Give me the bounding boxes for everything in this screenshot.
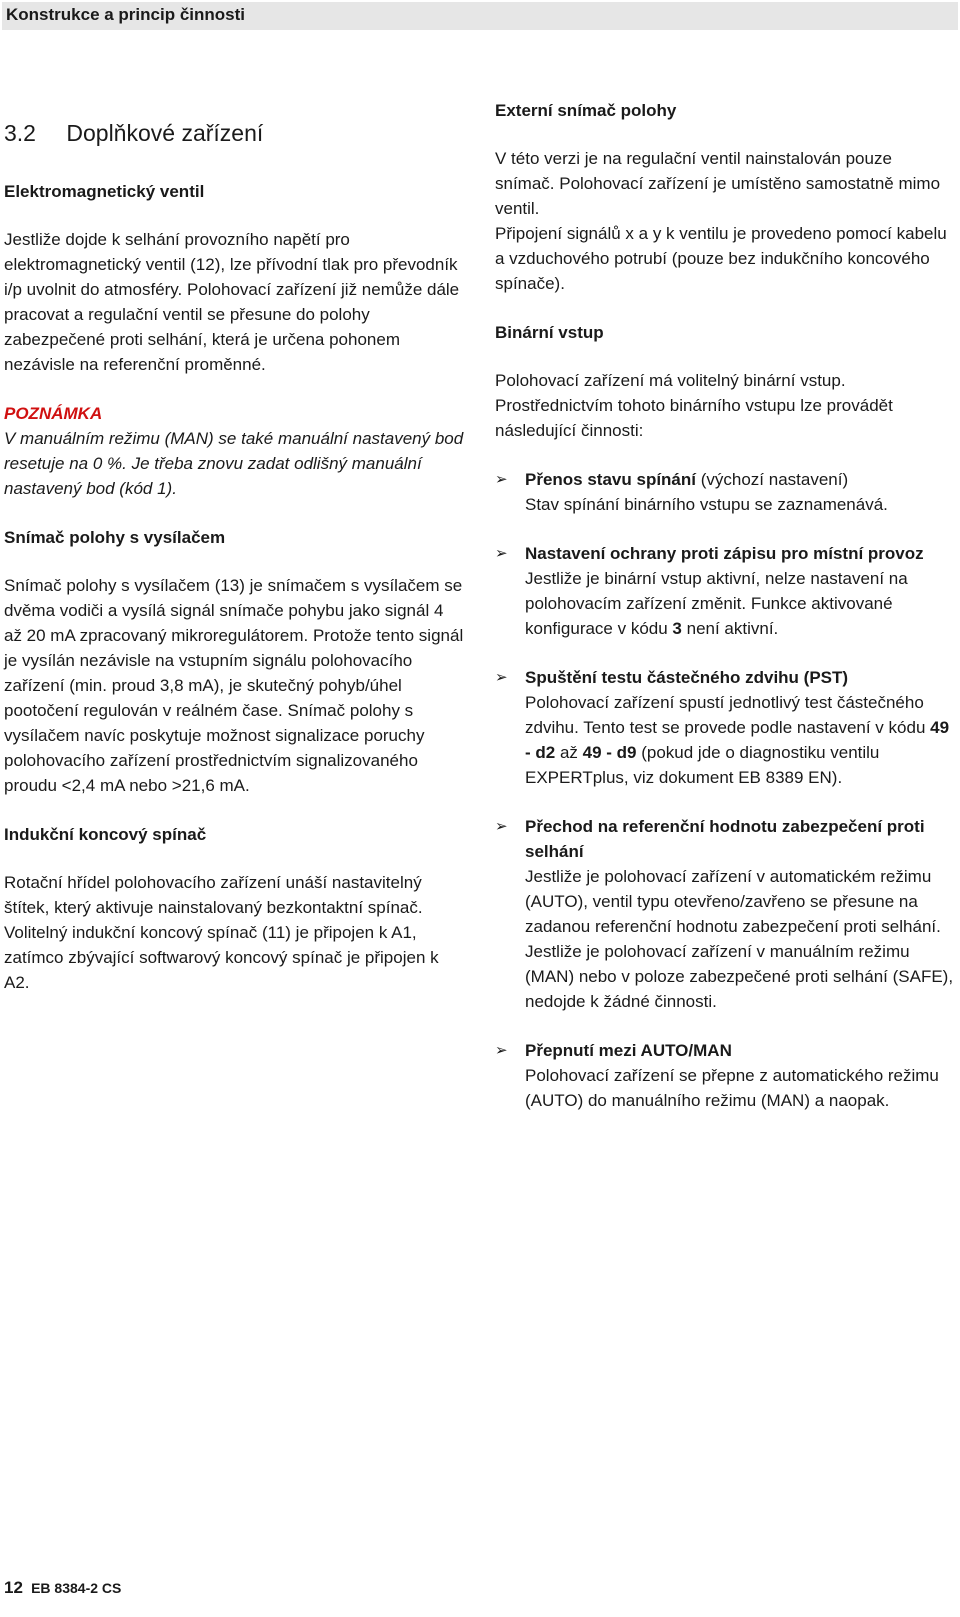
bullet-auto-man xyxy=(495,1038,955,1113)
arrow-bullet-icon: ➢ xyxy=(495,545,508,562)
bullet-title: Přepnutí mezi AUTO/MAN xyxy=(525,1041,732,1060)
binary-input-text-2: Prostřednictvím tohoto binárního vstupu lze provádět následující činnosti: xyxy=(495,396,893,440)
right-column xyxy=(495,98,955,1137)
bullet-write-protection xyxy=(495,541,955,641)
page-footer xyxy=(4,1578,121,1598)
bullet-title: Nastavení ochrany proti zápisu pro místní provoz xyxy=(525,544,924,563)
bullet-body xyxy=(525,566,955,641)
page-number: 12 xyxy=(4,1578,23,1597)
running-header xyxy=(2,2,958,30)
bullet-title-suffix: (výchozí nastavení) xyxy=(696,470,849,489)
transmitter-heading: Snímač polohy s vysílačem xyxy=(4,528,226,547)
limit-switch-heading: Indukční koncový spínač xyxy=(4,825,207,844)
bullet-body: Stav spínání binárního vstupu se zaznamenává. xyxy=(525,495,888,514)
external-sensor-heading: Externí snímač polohy xyxy=(495,101,677,120)
external-sensor-text-1: V této verzi je na regulační ventil nainstalován pouze snímač. Polohovací zařízení je umístěno samostatně mimo ventil. xyxy=(495,149,941,218)
running-header-title: Konstrukce a princip činnosti xyxy=(6,5,245,24)
bullet-title: Spuštění testu částečného zdvihu (PST) xyxy=(525,668,849,687)
binary-input-heading: Binární vstup xyxy=(495,323,604,342)
binary-input-text-1: Polohovací zařízení má volitelný binární vstup. xyxy=(495,371,846,390)
external-sensor-text-2: Připojení signálů x a y k ventilu je provedeno pomocí kabelu a vzduchového potrubí (pouze bez indukčního koncového spínače). xyxy=(495,224,947,293)
bullet-body-text: až xyxy=(555,743,583,762)
section-title: Doplňkové zařízení xyxy=(66,120,264,146)
code-value: 49 - d9 xyxy=(582,743,637,762)
bullet-body-text: Polohovací zařízení spustí jednotlivý test částečného zdvihu. Tento test se provede podle nastavení v kódu xyxy=(525,693,931,737)
document-id: EB 8384-2 CS xyxy=(31,1580,122,1596)
bullet-body: Jestliže je polohovací zařízení v automatickém režimu (AUTO), ventil typu otevřeno/zavřeno se přesune na zadanou referenční hodnotu zabezpečení proti selhání. xyxy=(525,867,941,936)
arrow-bullet-icon: ➢ xyxy=(495,471,508,488)
arrow-bullet-icon: ➢ xyxy=(495,818,508,835)
solenoid-heading: Elektromagnetický ventil xyxy=(4,182,205,201)
note-text: V manuálním režimu (MAN) se také manuální nastavený bod resetuje na 0 %. Je třeba znovu zadat odlišný manuální nastavený bod (kód 1). xyxy=(4,429,464,498)
note-box xyxy=(4,401,464,501)
bullet-body: Jestliže je polohovací zařízení v manuálním režimu (MAN) nebo v poloze zabezpečené proti selhání (SAFE), nedojde k žádné činnosti. xyxy=(525,942,954,1011)
arrow-bullet-icon: ➢ xyxy=(495,1042,508,1059)
bullet-failsafe xyxy=(495,814,955,1014)
section-number: 3.2 xyxy=(4,120,36,146)
bullet-switching-state xyxy=(495,467,955,517)
code-value: 49 - d2 xyxy=(525,718,950,762)
bullet-pst xyxy=(495,665,955,790)
bullet-body-text: není aktivní. xyxy=(681,619,779,638)
bullet-body-text: (pokud jde o diagnostiku ventilu EXPERTplus, viz dokument EB 8389 EN). xyxy=(525,743,880,787)
solenoid-text: Jestliže dojde k selhání provozního napětí pro elektromagnetický ventil (12), lze přívodní tlak pro převodník i/p uvolnit do atmosféry. Polohovací zařízení již nemůže dále pracovat a regulační ventil se přesune do polohy zabezpečené proti selhání, která je určena pohonem nezávisle na referenční proměnné. xyxy=(4,230,460,374)
bullet-title: Přechod na referenční hodnotu zabezpečení proti selhání xyxy=(525,817,925,861)
bullet-title: Přenos stavu spínání xyxy=(525,470,696,489)
note-heading: POZNÁMKA xyxy=(4,404,103,423)
limit-switch-text: Rotační hřídel polohovacího zařízení unáší nastavitelný štítek, který aktivuje nainstalovaný bezkontaktní spínač. Volitelný indukční koncový spínač (11) je připojen k A1, zatímco zbývající softwarový koncový spínač je připojen k A2. xyxy=(4,873,439,992)
code-value: 3 xyxy=(672,619,682,638)
section-heading xyxy=(4,120,464,147)
bullet-body: Polohovací zařízení se přepne z automatického režimu (AUTO) do manuálního režimu (MAN) a naopak. xyxy=(525,1066,939,1110)
transmitter-text: Snímač polohy s vysílačem (13) je snímačem s vysílačem se dvěma vodiči a vysílá signál snímače pohybu jako signál 4 až 20 mA zpracovaný mikroregulátorem. Protože tento signál je vysílán nezávisle na vstupním signálu polohovacího zařízení (min. proud 3,8 mA), je skutečný pohyb/úhel pootočení regulován v reálném čase. Snímač polohy s vysílačem navíc poskytuje možnost signalizace poruchy polohovacího zařízení prostřednictvím signalizovaného proudu <2,4 mA nebo >21,6 mA. xyxy=(4,576,464,795)
left-column xyxy=(4,120,464,1019)
bullet-body-text: Jestliže je binární vstup aktivní, nelze nastavení na polohovacím zařízení změnit. Funkce aktivované konfigurace v kódu xyxy=(525,569,908,638)
bullet-body xyxy=(525,690,955,790)
arrow-bullet-icon: ➢ xyxy=(495,669,508,686)
